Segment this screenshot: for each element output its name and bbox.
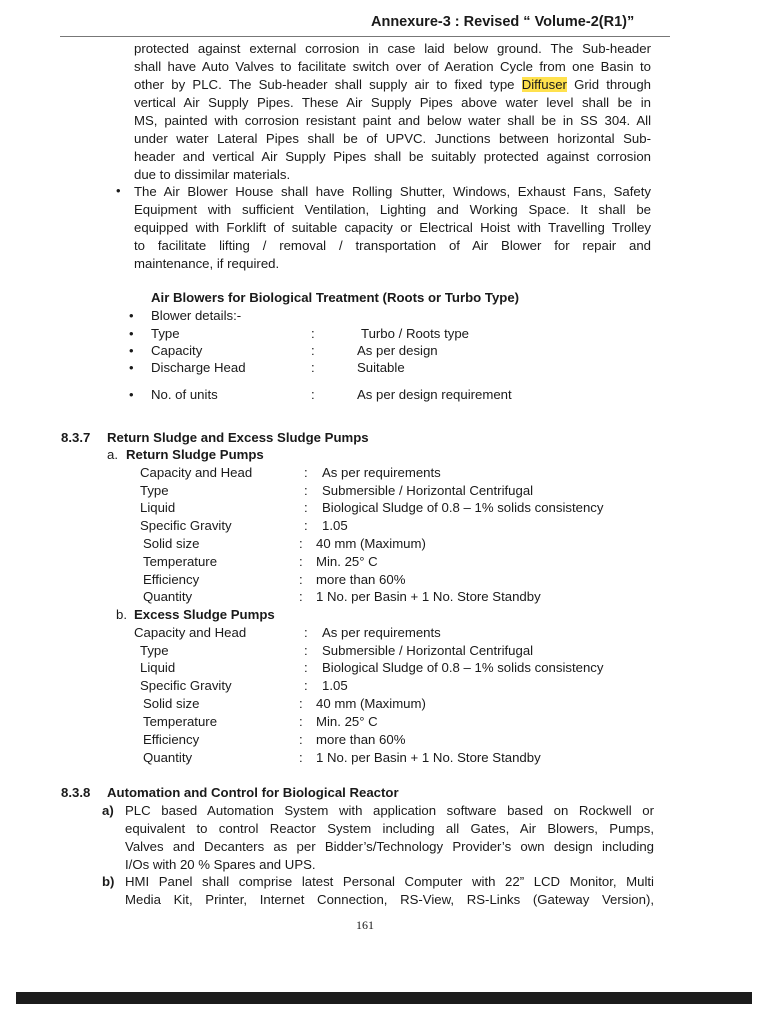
spec-colon: : [299,554,303,569]
spec-colon: : [299,572,303,587]
spec-colon: : [299,750,303,765]
spec-colon: : [299,714,303,729]
spec-label: Quantity [143,589,193,604]
page-header-title: Annexure-3 : Revised “ Volume-2(R1)” [371,14,635,30]
paragraph-line: Valves and Decanters as per Bidder’s/Technology Provider’s own design including [125,839,654,854]
spec-colon: : [304,483,308,498]
spec-label: Discharge Head [151,360,246,375]
spec-colon: : [311,387,315,402]
paragraph-line: equivalent to control Reactor System including all Gates, Air Blowers, Pumps, [125,821,654,836]
spec-colon: : [304,625,308,640]
spec-colon: : [304,643,308,658]
spec-colon: : [304,660,308,675]
spec-colon: : [311,343,315,358]
highlighted-word: Diffuser [521,77,567,92]
paragraph-line: due to dissimilar materials. [134,167,291,182]
bottom-bar [16,992,752,1004]
header-rule [60,36,670,37]
section-title: Automation and Control for Biological Reactor [107,785,399,800]
spec-label: Liquid [140,500,176,515]
page-number: 161 [356,918,374,932]
spec-value: 1 No. per Basin + 1 No. Store Standby [316,589,541,604]
spec-colon: : [299,536,303,551]
subsection-marker: a. [107,447,118,462]
item-b-paragraph [125,873,654,909]
spec-value: Min. 25° C [316,714,378,729]
paragraph-line: header and vertical Air Supply Pipes shall be suitably protected against corrosion [134,149,651,164]
item-a-paragraph [125,802,654,874]
spec-colon: : [299,589,303,604]
bullet-icon: • [129,387,134,402]
spec-value: As per requirements [322,625,441,640]
spec-value: 1.05 [322,678,348,693]
paragraph-line: shall have Auto Valves to facilitate switch over of Aeration Cycle from one Basin to [134,59,651,74]
spec-value: As per design [357,343,438,358]
item-marker: a) [102,803,114,818]
paragraph-line: protected against external corrosion in case laid below ground. The Sub-header [134,41,651,56]
spec-value: more than 60% [316,732,406,747]
paragraph-line: The Air Blower House shall have Rolling Shutter, Windows, Exhaust Fans, Safety [134,184,651,199]
blower-house-paragraph [134,183,651,273]
spec-colon: : [304,500,308,515]
spec-value: 1.05 [322,518,348,533]
spec-label: Capacity and Head [134,625,247,640]
spec-value: Biological Sludge of 0.8 – 1% solids consistency [322,500,604,515]
subsection-title: Excess Sludge Pumps [134,607,275,622]
blower-details-label: Blower details:- [151,308,242,323]
subsection-title: Return Sludge Pumps [126,447,264,462]
spec-colon: : [304,678,308,693]
section-number: 8.3.7 [61,430,91,445]
spec-colon: : [304,465,308,480]
paragraph-line: Media Kit, Printer, Internet Connection, RS-View, RS-Links (Gateway Version), [125,892,654,907]
spec-label: Solid size [143,696,200,711]
spec-value: Biological Sludge of 0.8 – 1% solids consistency [322,660,604,675]
spec-colon: : [304,518,308,533]
spec-colon: : [299,696,303,711]
spec-label: Solid size [143,536,200,551]
air-blowers-heading: Air Blowers for Biological Treatment (Roots or Turbo Type) [151,290,520,305]
spec-value: 40 mm (Maximum) [316,696,426,711]
paragraph-line: to facilitate lifting / removal / transportation of Air Blower for repair and [134,238,651,253]
spec-label: Temperature [143,714,218,729]
spec-label: Capacity [151,343,203,358]
spec-label: No. of units [151,387,218,402]
spec-value: more than 60% [316,572,406,587]
paragraph-line: under water Lateral Pipes shall be of UPVC. Junctions between horizontal Sub- [134,131,651,146]
bullet-icon: • [129,326,134,341]
paragraph-line: other by PLC. The Sub-header shall supply air to fixed type Diffuser Grid through [134,77,651,92]
spec-value: Submersible / Horizontal Centrifugal [322,643,534,658]
item-marker: b) [102,874,115,889]
spec-colon: : [311,326,315,341]
spec-value: 40 mm (Maximum) [316,536,426,551]
bullet-icon: • [129,308,134,323]
intro-paragraph [134,40,651,184]
spec-colon: : [299,732,303,747]
spec-value: Submersible / Horizontal Centrifugal [322,483,534,498]
spec-colon: : [311,360,315,375]
spec-label: Capacity and Head [140,465,253,480]
spec-label: Quantity [143,750,193,765]
spec-label: Specific Gravity [140,678,232,693]
paragraph-line: maintenance, if required. [134,256,280,271]
section-number: 8.3.8 [61,785,91,800]
section-title: Return Sludge and Excess Sludge Pumps [107,430,369,445]
spec-label: Type [140,483,169,498]
spec-value: Min. 25° C [316,554,378,569]
paragraph-line: Equipment with sufficient Ventilation, Lighting and Working Space. It shall be [134,202,651,217]
bullet-icon: • [129,360,134,375]
paragraph-line: vertical Air Supply Pipes. These Air Supply Pipes above water level shall be in [134,95,651,110]
spec-label: Specific Gravity [140,518,232,533]
spec-value: As per design requirement [357,387,512,402]
paragraph-line: I/Os with 20 % Spares and UPS. [125,857,316,872]
spec-label: Liquid [140,660,176,675]
paragraph-line: MS, painted with corrosion resistant paint and below water shall be in SS 304. All [134,113,651,128]
subsection-marker: b. [116,607,127,622]
paragraph-line: HMI Panel shall comprise latest Personal Computer with 22” LCD Monitor, Multi [125,874,654,889]
paragraph-line: PLC based Automation System with application software based on Rockwell or [125,803,654,818]
spec-label: Type [151,326,180,341]
spec-value: Turbo / Roots type [361,326,469,341]
bullet-icon: • [116,183,121,198]
bullet-icon: • [129,343,134,358]
spec-label: Efficiency [143,732,200,747]
spec-value: 1 No. per Basin + 1 No. Store Standby [316,750,541,765]
spec-value: As per requirements [322,465,441,480]
spec-label: Type [140,643,169,658]
spec-label: Efficiency [143,572,200,587]
paragraph-line: equipped with Forklift of suitable capacity or Electrical Hoist with Travelling Trolley [134,220,651,235]
spec-label: Temperature [143,554,218,569]
spec-value: Suitable [357,360,405,375]
